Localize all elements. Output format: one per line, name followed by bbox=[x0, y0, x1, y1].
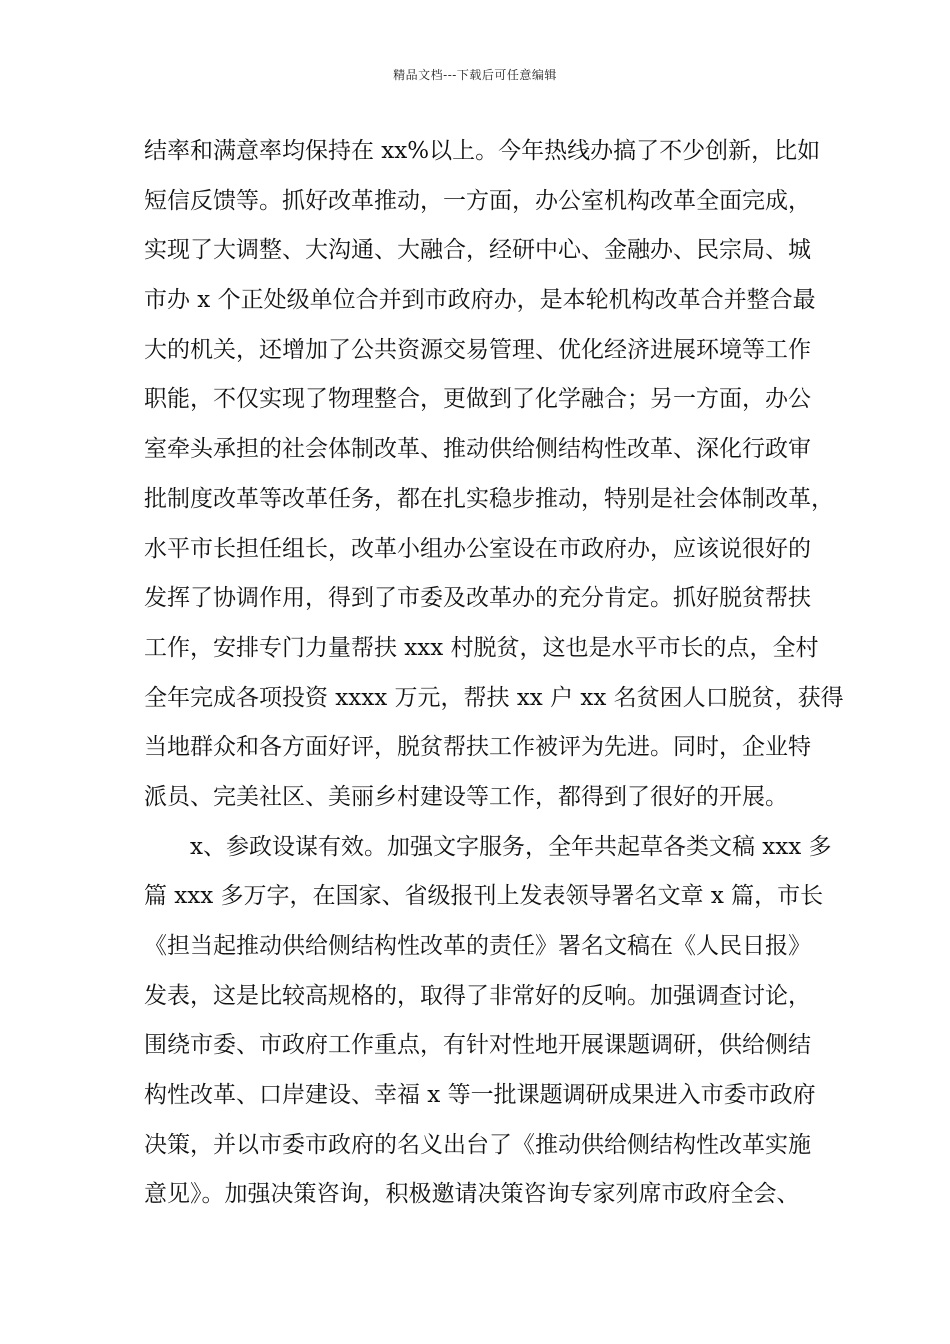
text-line: 工作，安排专门力量帮扶 xxx 村脱贫，这也是水平市长的点，全村 bbox=[144, 634, 819, 661]
text-line: 决策，并以市委市政府的名义出台了《推动供给侧结构性改革实施 bbox=[144, 1131, 811, 1158]
text-line: 发表，这是比较高规格的，取得了非常好的反响。加强调查讨论， bbox=[144, 982, 811, 1009]
text-line: 构性改革、口岸建设、幸福 x 等一批课题调研成果进入市委市政府 bbox=[144, 1082, 816, 1109]
text-line: 市办 x 个正处级单位合并到市政府办，是本轮机构改革合并整合最 bbox=[144, 287, 816, 314]
text-line: 大的机关，还增加了公共资源交易管理、优化经济进展环境等工作 bbox=[144, 336, 811, 363]
paragraph-start-line: x、参政设谋有效。加强文字服务，全年共起草各类文稿 xxx 多 bbox=[190, 833, 832, 860]
text-line: 结率和满意率均保持在 xx%以上。今年热线办搞了不少创新，比如 bbox=[144, 138, 821, 164]
text-line: 意见》。加强决策咨询，积极邀请决策咨询专家列席市政府全会、 bbox=[144, 1181, 800, 1208]
text-line: 实现了大调整、大沟通、大融合，经研中心、金融办、民宗局、城 bbox=[144, 237, 811, 264]
text-line: 围绕市委、市政府工作重点，有针对性地开展课题调研，供给侧结 bbox=[144, 1032, 811, 1059]
document-body bbox=[144, 127, 844, 1220]
text-line: 篇 xxx 多万字，在国家、省级报刊上发表领导署名文章 x 篇，市长 bbox=[144, 883, 824, 910]
text-line: 批制度改革等改革任务，都在扎实稳步推动，特别是社会体制改革， bbox=[144, 485, 834, 512]
text-line: 水平市长担任组长，改革小组办公室设在市政府办，应该说很好的 bbox=[144, 535, 811, 562]
text-line: 《担当起推动供给侧结构性改革的责任》署名文稿在《人民日报》 bbox=[144, 933, 811, 959]
text-line: 派员、完美社区、美丽乡村建设等工作，都得到了很好的开展。 bbox=[144, 783, 788, 810]
page-header: 精品文档---下载后可任意编辑 bbox=[393, 68, 557, 82]
text-line: 室牵头承担的社会体制改革、推动供给侧结构性改革、深化行政审 bbox=[144, 436, 811, 463]
text-line: 职能，不仅实现了物理整合，更做到了化学融合；另一方面，办公 bbox=[144, 386, 811, 413]
text-line: 全年完成各项投资 xxxx 万元，帮扶 xx 户 xx 名贫困人口脱贫，获得 bbox=[144, 684, 844, 711]
text-line: 当地群众和各方面好评，脱贫帮扶工作被评为先进。同时，企业特 bbox=[144, 734, 811, 761]
text-line: 发挥了协调作用，得到了市委及改革办的充分肯定。抓好脱贫帮扶 bbox=[144, 585, 811, 612]
text-line: 短信反馈等。抓好改革推动，一方面，办公室机构改革全面完成， bbox=[144, 187, 811, 214]
